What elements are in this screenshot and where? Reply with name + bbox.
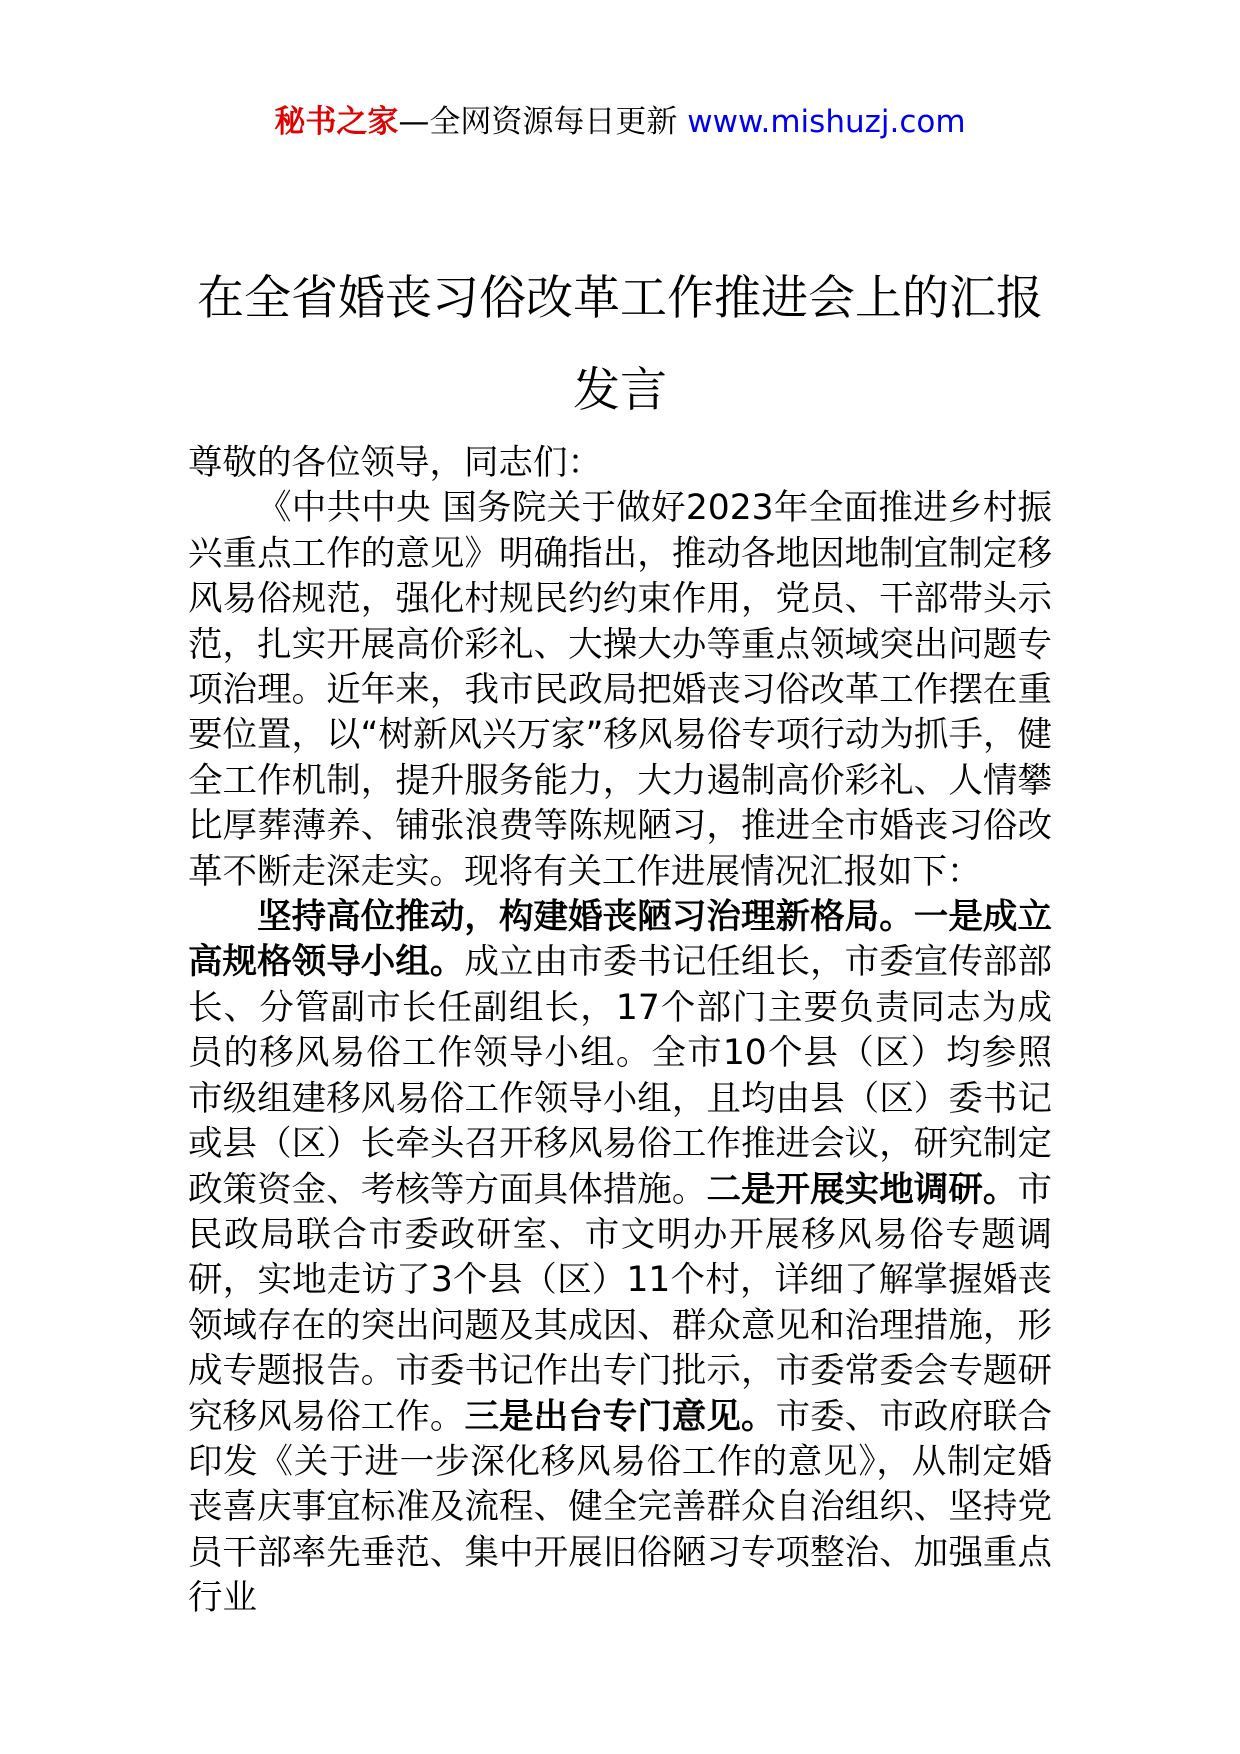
salutation: 尊敬的各位领导，同志们：: [188, 443, 602, 483]
point-1-label: 一是成立高规格领导小组。: [188, 897, 1053, 983]
point-3-label: 三是出台专门意见。: [464, 1396, 776, 1437]
point-3-text: 市委、市政府联合印发《关于进一步深化移风易俗工作的意见》，从制定婚丧喜庆事宜标准及流程、健全完善群众自治组织、坚持党员干部率先垂范、集中开展旧俗陋习专项整治、加强重点行业: [188, 1396, 1052, 1619]
document-title: [150, 253, 1090, 437]
site-url-link[interactable]: www.mishuzj.com: [687, 104, 966, 140]
document-title-line-1: 在全省婚丧习俗改革工作推进会上的汇报: [197, 271, 1043, 327]
point-1-text: 成立由市委书记任组长，市委宣传部部长、分管副市长任副组长，17个部门主要负责同志为成员的移风易俗工作领导小组。全市10个县（区）均参照市级组建移风易俗工作领导小组，且均由县（区）委书记或县（区）长牵头召开移风易俗工作推进会议，研究制定政策资金、考核等方面具体措施。: [188, 942, 1052, 1210]
point-2-label: 二是开展实地调研。: [706, 1169, 1018, 1210]
brand-name: 秘书之家: [274, 104, 399, 140]
document-body: [188, 441, 1052, 1622]
site-header: [0, 100, 1240, 144]
point-2-text: 市民政局联合市委政研室、市文明办开展移风易俗专题调研，实地走访了3个县（区）11个村，详细了解掌握婚丧领域存在的突出问题及其成因、群众意见和治理措施，形成专题报告。市委书记作出专门批示，市委常委会专题研究移风易俗工作。: [188, 1169, 1052, 1437]
section-heading: 坚持高位推动，构建婚丧陋习治理新格局。: [257, 897, 914, 938]
section-paragraph: [188, 895, 1052, 1622]
document-title-line-2: 发言: [573, 363, 667, 419]
intro-paragraph: 《中共中央 国务院关于做好2023年全面推进乡村振兴重点工作的意见》明确指出，推动各地因地制宜制定移风易俗规范，强化村规民约约束作用，党员、干部带头示范，扎实开展高价彩礼、大操大办等重点领域突出问题专项治理。近年来，我市民政局把婚丧习俗改革工作摆在重要位置，以“树新风兴万家”移风易俗专项行动为抓手，健全工作机制，提升服务能力，大力遏制高价彩礼、人情攀比厚葬薄养、铺张浪费等陈规陋习，推进全市婚丧习俗改革不断走深走实。现将有关工作进展情况汇报如下：: [188, 488, 1052, 892]
header-tagline: —全网资源每日更新: [398, 104, 688, 140]
